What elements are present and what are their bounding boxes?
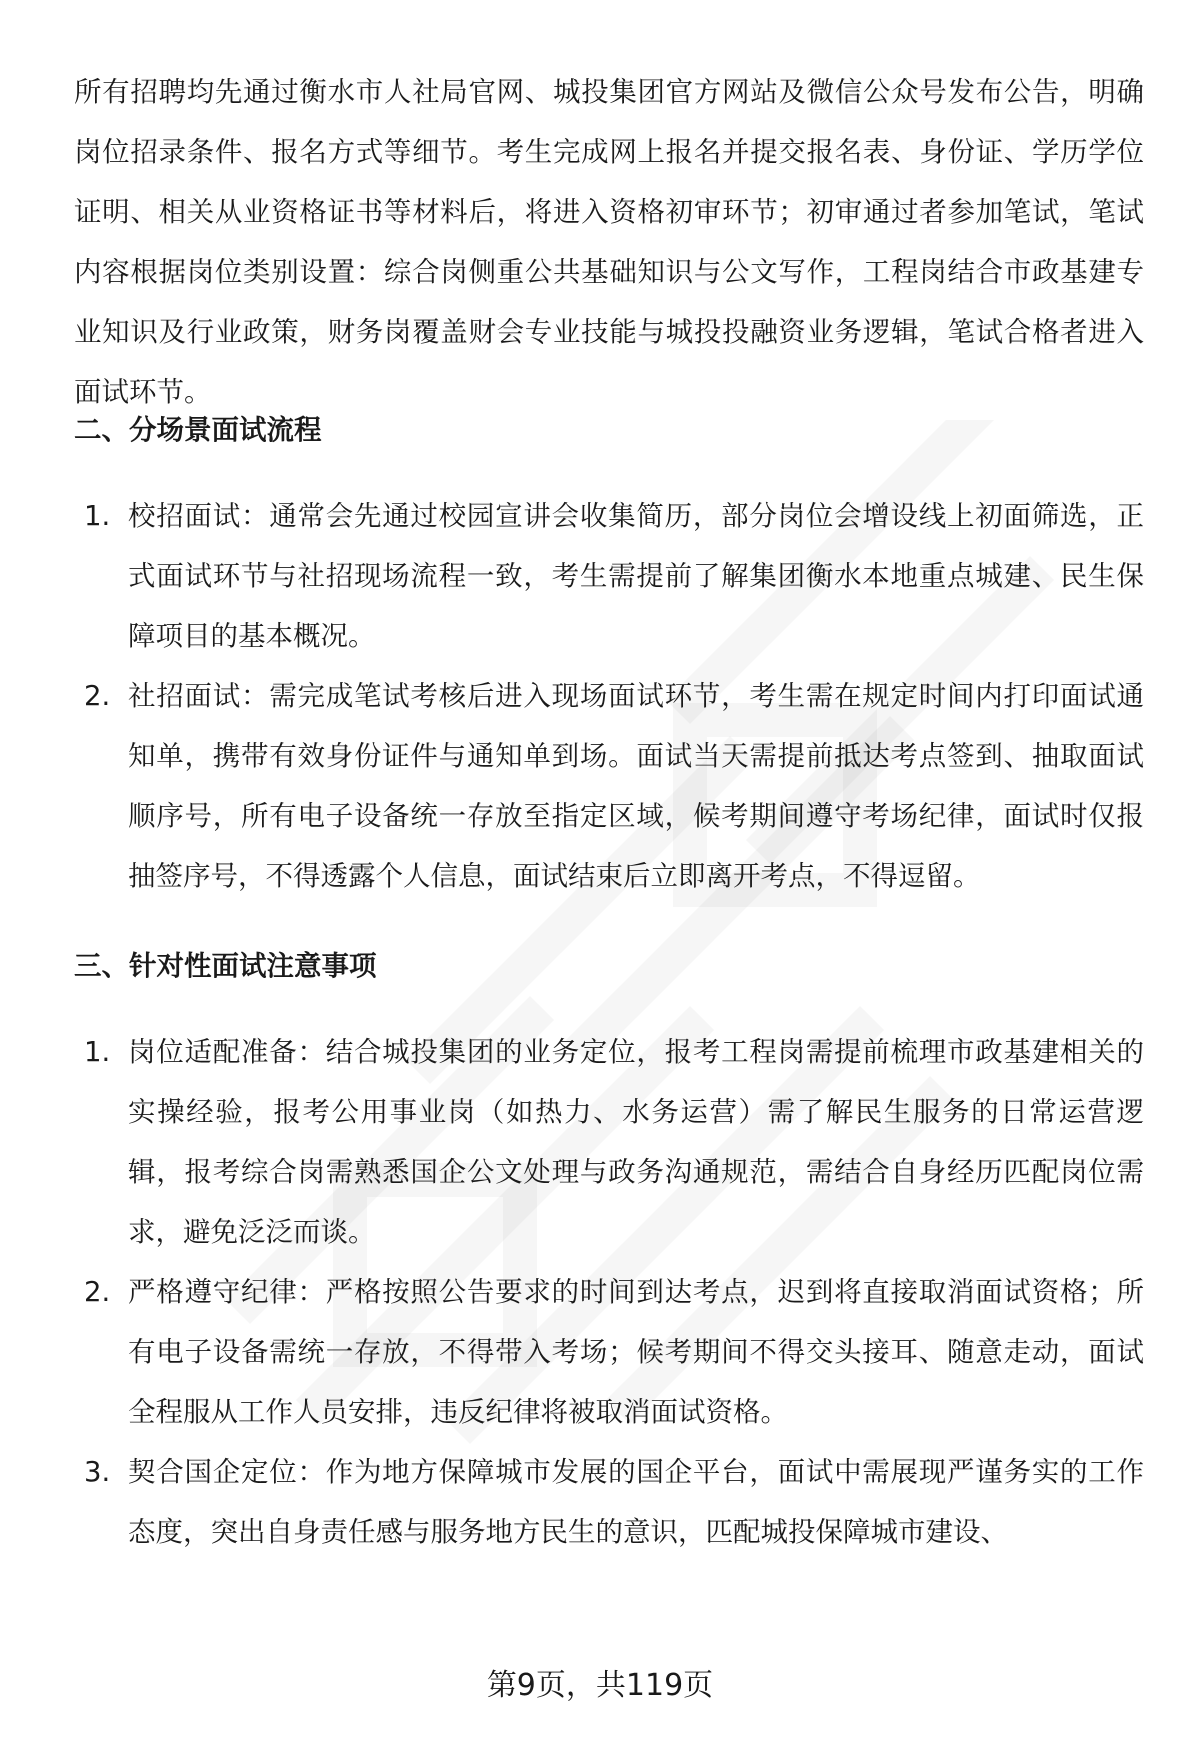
list-item-text: 契合国企定位：作为地方保障城市发展的国企平台，面试中需展现严谨务实的工作态度，突出自身责任感与服务地方民生的意识，匹配城投保障城市建设、 xyxy=(128,1456,1144,1548)
list-item xyxy=(74,666,1144,906)
section-3-list xyxy=(74,1022,1144,1562)
document-page xyxy=(74,62,1144,1548)
list-item xyxy=(74,486,1144,666)
section-3-heading: 三、针对性面试注意事项 xyxy=(74,950,377,982)
intro-paragraph: 所有招聘均先通过衡水市人社局官网、城投集团官方网站及微信公众号发布公告，明确岗位招录条件、报名方式等细节。考生完成网上报名并提交报名表、身份证、学历学位证明、相关从业资格证书等材料后，将进入资格初审环节；初审通过者参加笔试，笔试内容根据岗位类别设置：综合岗侧重公共基础知识与公文写作，工程岗结合市政基建专业知识及行业政策，财务岗覆盖财会专业技能与城投投融资业务逻辑，笔试合格者进入面试环节。 xyxy=(74,76,1144,408)
list-item-text: 严格遵守纪律：严格按照公告要求的时间到达考点，迟到将直接取消面试资格；所有电子设备需统一存放，不得带入考场；候考期间不得交头接耳、随意走动，面试全程服从工作人员安排，违反纪律将被取消面试资格。 xyxy=(128,1276,1144,1428)
list-item-number: 1. xyxy=(84,500,111,532)
list-item-text: 社招面试：需完成笔试考核后进入现场面试环节，考生需在规定时间内打印面试通知单，携带有效身份证件与通知单到场。面试当天需提前抵达考点签到、抽取面试顺序号，所有电子设备统一存放至指定区域，候考期间遵守考场纪律，面试时仅报抽签序号，不得透露个人信息，面试结束后立即离开考点，不得逗留。 xyxy=(128,680,1144,892)
section-2-list xyxy=(74,486,1144,906)
list-item-number: 2. xyxy=(84,1276,111,1308)
list-item xyxy=(74,1022,1144,1262)
list-item xyxy=(74,1262,1144,1442)
list-item-number: 1. xyxy=(84,1036,111,1068)
list-item xyxy=(74,1442,1144,1562)
page-number-footer: 第9页，共119页 xyxy=(486,1668,714,1703)
list-item-number: 2. xyxy=(84,680,111,712)
section-2-heading: 二、分场景面试流程 xyxy=(74,414,322,446)
list-item-number: 3. xyxy=(84,1456,111,1488)
list-item-text: 岗位适配准备：结合城投集团的业务定位，报考工程岗需提前梳理市政基建相关的实操经验，报考公用事业岗（如热力、水务运营）需了解民生服务的日常运营逻辑，报考综合岗需熟悉国企公文处理与政务沟通规范，需结合自身经历匹配岗位需求，避免泛泛而谈。 xyxy=(128,1036,1144,1248)
list-item-text: 校招面试：通常会先通过校园宣讲会收集简历，部分岗位会增设线上初面筛选，正式面试环节与社招现场流程一致，考生需提前了解集团衡水本地重点城建、民生保障项目的基本概况。 xyxy=(128,500,1144,652)
